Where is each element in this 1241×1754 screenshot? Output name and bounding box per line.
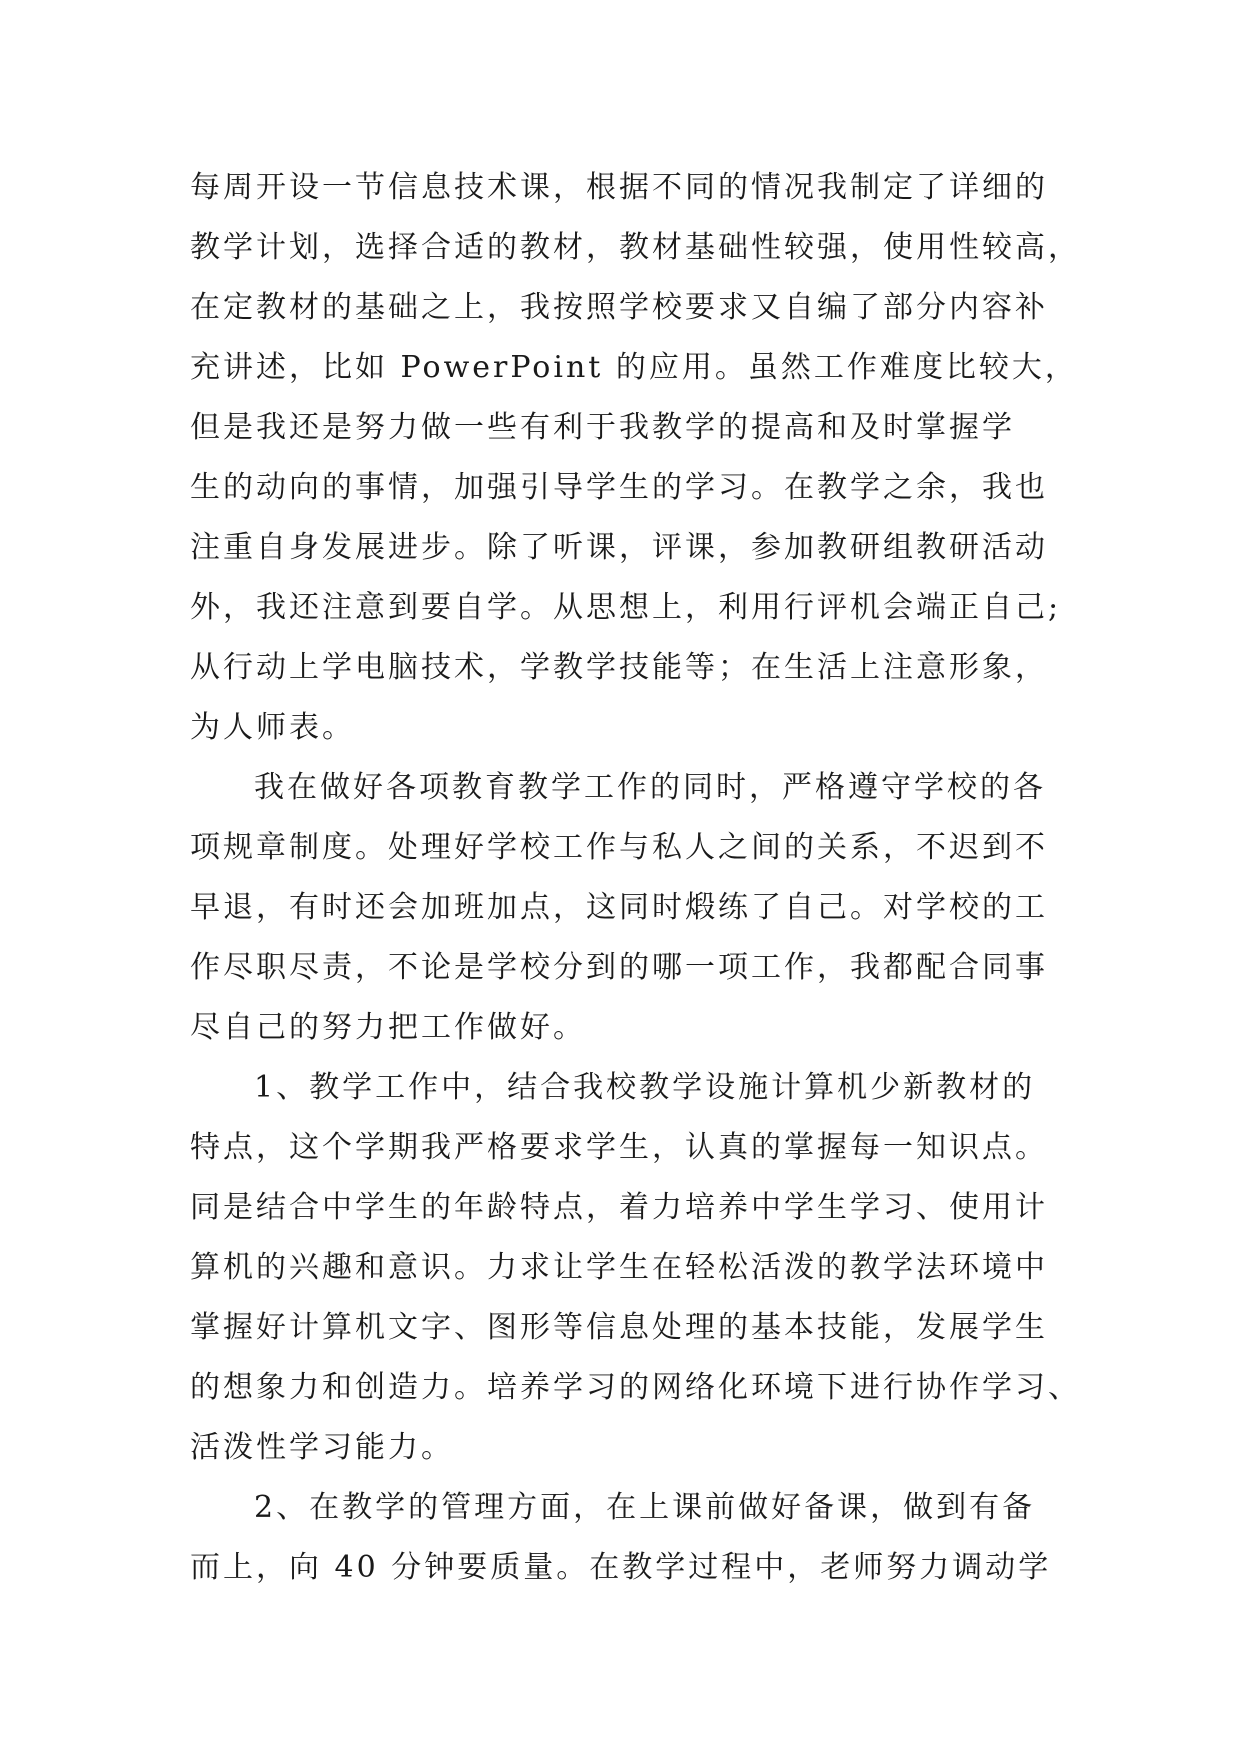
paragraph-first-line: 1、教学工作中，结合我校教学设施计算机少新教材的: [254, 1070, 1036, 1105]
text-line: 注重自身发展进步。除了听课，评课，参加教研组教研活动: [190, 530, 1048, 565]
text-line: 算机的兴趣和意识。力求让学生在轻松活泼的教学法环境中: [190, 1250, 1048, 1285]
paragraph-first-line: 我在做好各项教育教学工作的同时，严格遵守学校的各: [254, 770, 1046, 805]
text-line: 每周开设一节信息技术课，根据不同的情况我制定了详细的: [190, 170, 1048, 205]
text-line: 作尽职尽责，不论是学校分到的哪一项工作，我都配合同事: [190, 950, 1048, 985]
text-line: 外，我还注意到要自学。从思想上，利用行评机会端正自己;: [190, 590, 1062, 625]
text-line: 尽自己的努力把工作做好。: [190, 1010, 586, 1045]
text-line: 同是结合中学生的年龄特点，着力培养中学生学习、使用计: [190, 1190, 1048, 1225]
text-line: 而上，向 40 分钟要质量。在教学过程中，老师努力调动学: [190, 1550, 1052, 1585]
text-line: 活泼性学习能力。: [190, 1430, 454, 1465]
text-line: 教学计划，选择合适的教材，教材基础性较强，使用性较高，: [190, 230, 1081, 265]
text-line: 生的动向的事情，加强引导学生的学习。在教学之余，我也: [190, 470, 1048, 505]
text-line: 充讲述，比如 PowerPoint 的应用。虽然工作难度比较大，: [190, 350, 1078, 385]
text-line: 但是我还是努力做一些有利于我教学的提高和及时掌握学: [190, 410, 1015, 445]
text-line: 在定教材的基础之上，我按照学校要求又自编了部分内容补: [190, 290, 1048, 325]
text-line: 的想象力和创造力。培养学习的网络化环境下进行协作学习、: [190, 1370, 1081, 1405]
document-body: [190, 158, 1081, 1598]
text-line: 项规章制度。处理好学校工作与私人之间的关系，不迟到不: [190, 830, 1048, 865]
text-line: 掌握好计算机文字、图形等信息处理的基本技能，发展学生: [190, 1310, 1048, 1345]
text-line: 早退，有时还会加班加点，这同时煅练了自己。对学校的工: [190, 890, 1048, 925]
text-line: 特点，这个学期我严格要求学生，认真的掌握每一知识点。: [190, 1130, 1048, 1165]
text-line: 为人师表。: [190, 710, 355, 745]
paragraph-first-line: 2、在教学的管理方面，在上课前做好备课，做到有备: [254, 1490, 1036, 1525]
text-line: 从行动上学电脑技术，学教学技能等；在生活上注意形象，: [190, 650, 1048, 685]
